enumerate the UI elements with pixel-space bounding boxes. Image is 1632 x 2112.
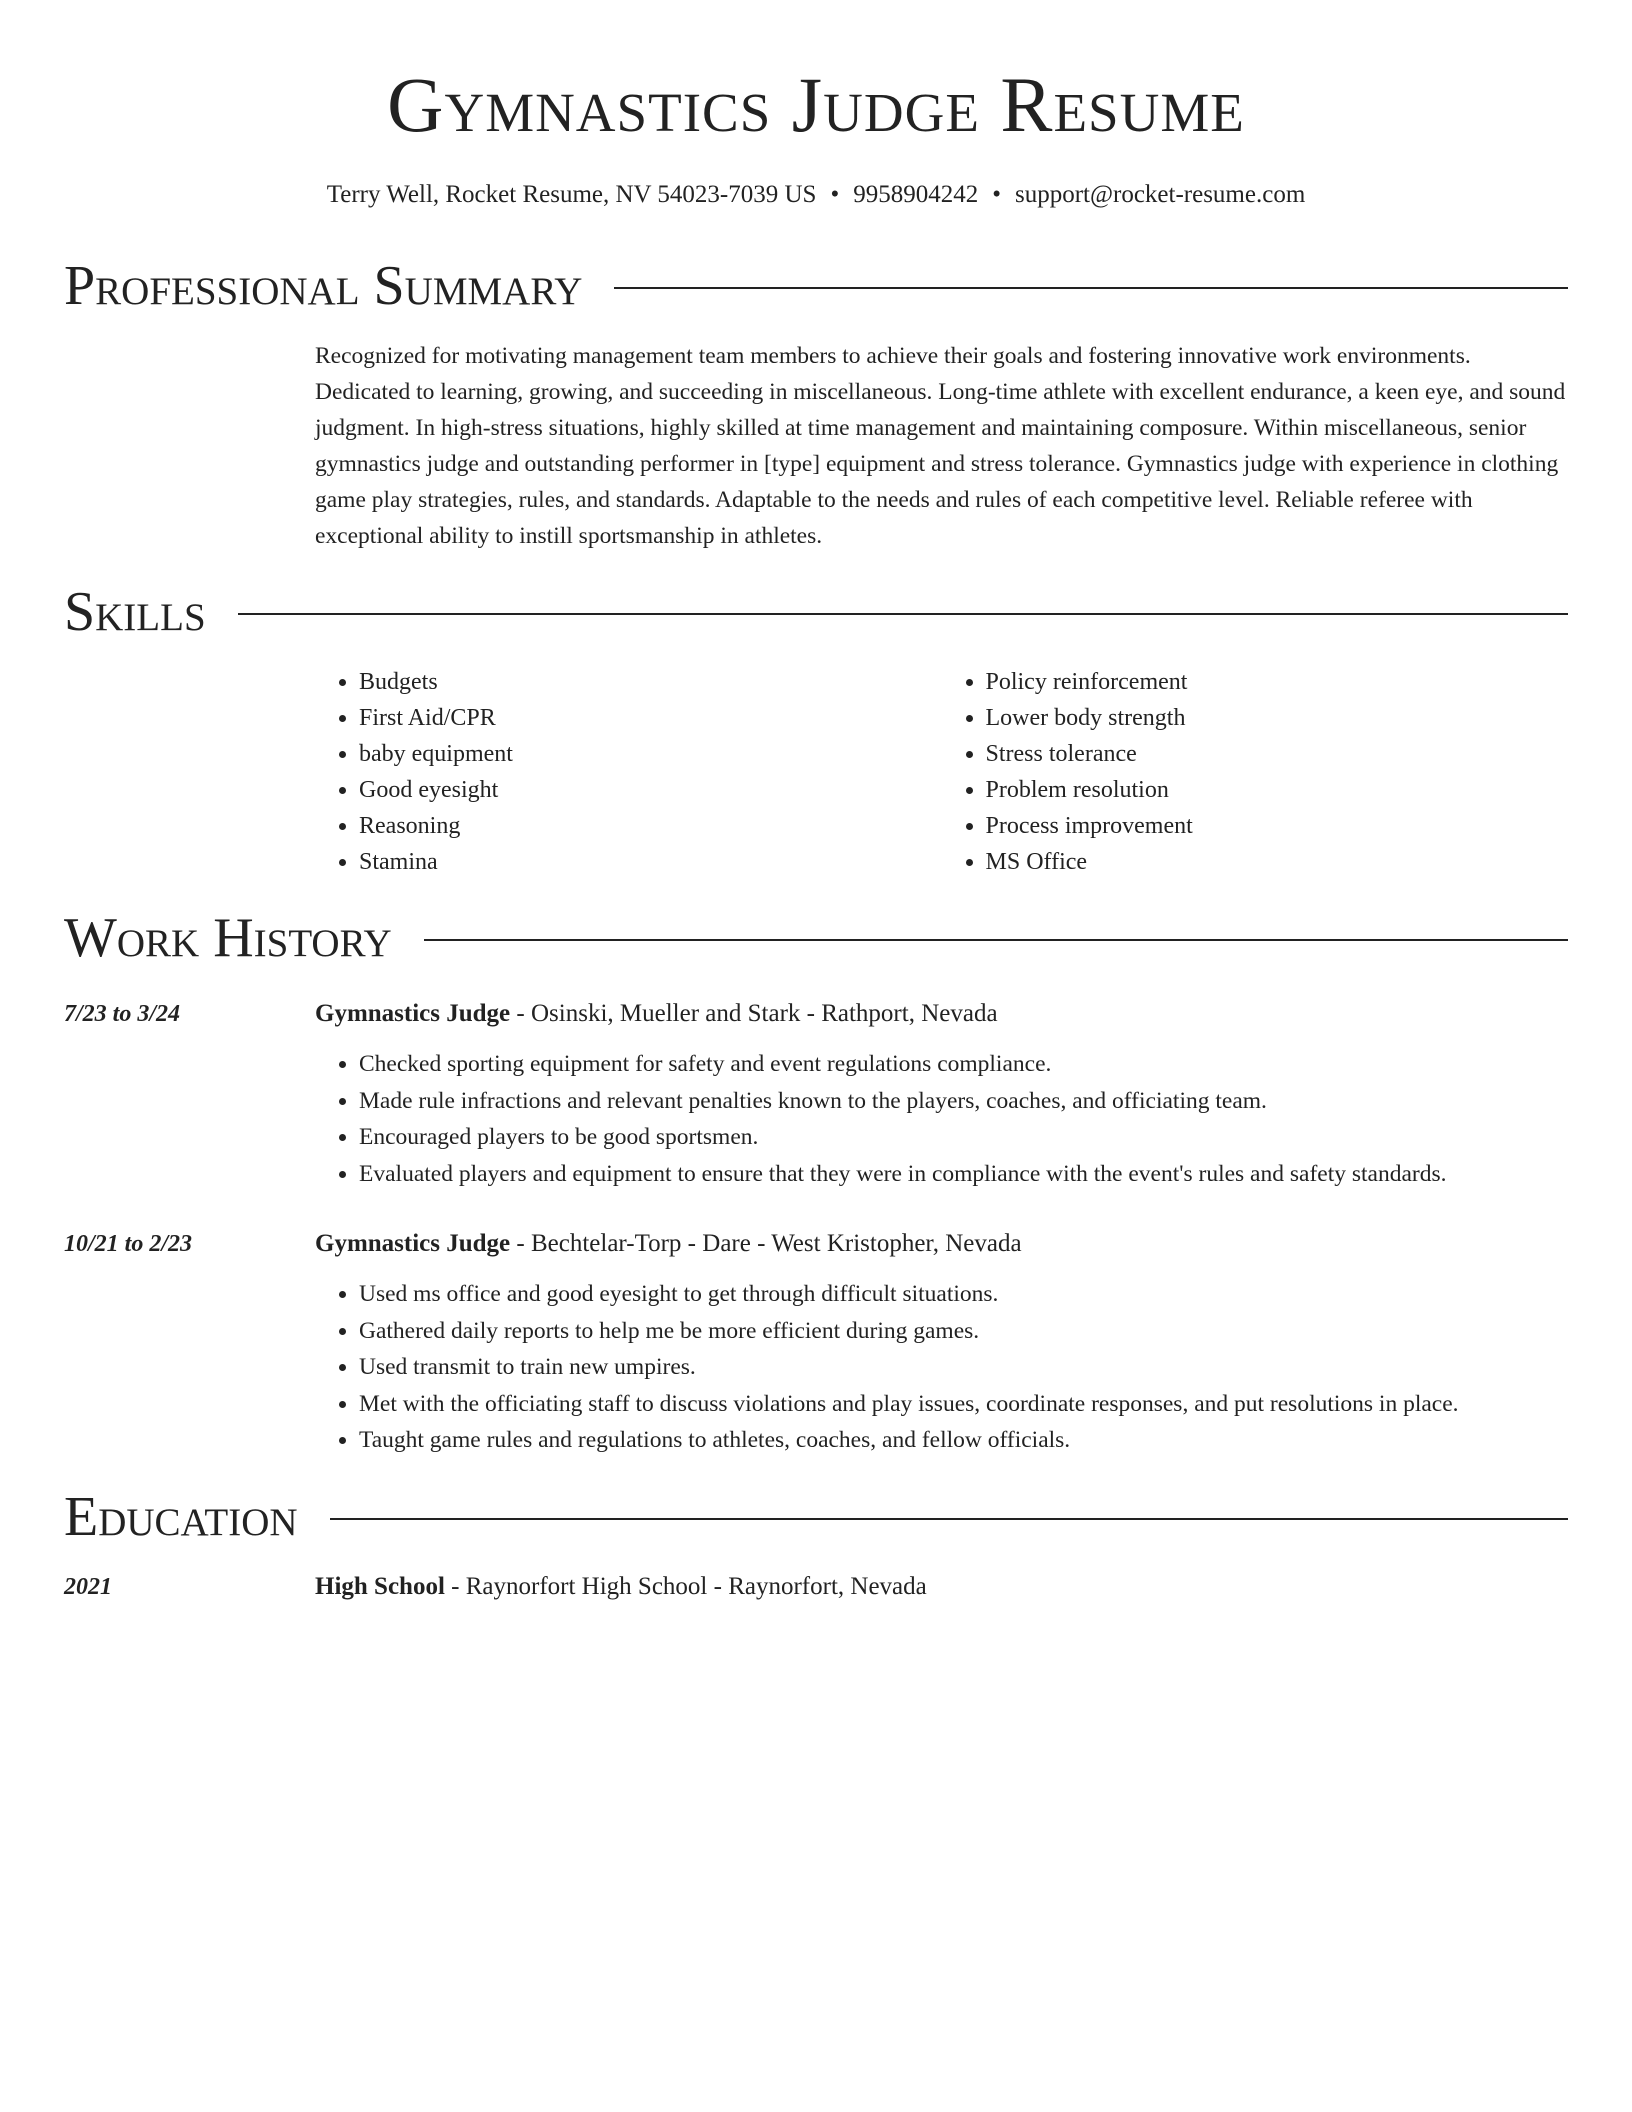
education-year: 2021: [64, 1573, 112, 1600]
skills-section-header: [64, 580, 1568, 644]
skill-item: • Problem resolution: [986, 772, 1569, 808]
skill-item: • Stamina: [359, 844, 942, 880]
education-degree: High School: [315, 1572, 445, 1600]
section-divider: [238, 613, 1568, 615]
skills-list: [315, 664, 1568, 880]
job-body: [315, 1226, 1568, 1459]
job-entry: [64, 996, 1568, 1192]
job-dates: 10/21 to 2/23: [64, 1231, 193, 1257]
job-bullets: [315, 1046, 1568, 1192]
summary-text: Recognized for motivating management team members to achieve their goals and fostering innovative work environments. Dedicated to learning, growing, and succeeding in miscellaneous. Long-time athlete with excellent endurance, a keen eye, and sound judgment. In high-stress situations, highly skilled at time management and maintaining composure. Within miscellaneous, senior gymnastics judge and outstanding performer in [type] equipment and stress tolerance. Gymnastics judge with experience in clothing game play strategies, rules, and standards. Adaptable to the needs and rules of each competitive level. Reliable referee with exceptional ability to instill sportsmanship in athletes.: [315, 343, 1566, 549]
job-body: [315, 996, 1568, 1192]
summary-heading: Professional Summary: [64, 255, 583, 317]
resume-title: Gymnastics Judge Resume: [387, 61, 1245, 148]
contact-separator: •: [992, 181, 1001, 208]
education-heading-line: [315, 1569, 1568, 1605]
job-details: - Bechtelar-Torp - Dare - West Kristopher, Nevada: [510, 1230, 1022, 1257]
skills-column-right: [942, 664, 1569, 880]
job-entry: [64, 1226, 1568, 1459]
job-bullet: • Used ms office and good eyesight to get through difficult situations.: [359, 1276, 1568, 1313]
skill-item: • Reasoning: [359, 808, 942, 844]
education-entry: [64, 1569, 1568, 1605]
job-heading: [315, 1226, 1568, 1262]
summary-section-header: [64, 254, 1568, 318]
skill-item: • Lower body strength: [986, 700, 1569, 736]
section-divider: [424, 939, 1568, 941]
contact-address: Terry Well, Rocket Resume, NV 54023-7039 US: [326, 181, 817, 208]
skill-item: • baby equipment: [359, 736, 942, 772]
education-details: - Raynorfort High School - Raynorfort, Nevada: [444, 1572, 927, 1600]
skill-item: • MS Office: [986, 844, 1569, 880]
job-dates: 7/23 to 3/24: [64, 1001, 181, 1027]
job-bullets: [315, 1276, 1568, 1459]
job-bullet: • Met with the officiating staff to discuss violations and play issues, coordinate responses, and put resolutions in place.: [359, 1386, 1568, 1423]
section-divider: [614, 287, 1568, 289]
skills-column-left: [315, 664, 942, 880]
skill-item: • Budgets: [359, 664, 942, 700]
job-title: Gymnastics Judge: [315, 1230, 511, 1257]
job-bullet: • Used transmit to train new umpires.: [359, 1349, 1568, 1386]
job-details: - Osinski, Mueller and Stark - Rathport, Nevada: [510, 1000, 998, 1027]
education-body: [315, 1569, 1568, 1605]
job-bullet: • Taught game rules and regulations to athletes, coaches, and fellow officials.: [359, 1422, 1568, 1459]
skill-item: • First Aid/CPR: [359, 700, 942, 736]
skill-item: • Good eyesight: [359, 772, 942, 808]
job-bullet: • Encouraged players to be good sportsmen.: [359, 1119, 1568, 1156]
skill-item: • Process improvement: [986, 808, 1569, 844]
job-bullet: • Checked sporting equipment for safety and event regulations compliance.: [359, 1046, 1568, 1083]
contact-phone: 9958904242: [853, 181, 979, 208]
job-bullet: • Gathered daily reports to help me be more efficient during games.: [359, 1313, 1568, 1350]
education-section-header: [64, 1485, 1568, 1549]
job-title: Gymnastics Judge: [315, 1000, 511, 1027]
skill-item: • Policy reinforcement: [986, 664, 1569, 700]
education-heading: Education: [64, 1485, 298, 1548]
contact-line: [64, 178, 1568, 212]
skill-item: • Stress tolerance: [986, 736, 1569, 772]
job-bullet: • Made rule infractions and relevant penalties known to the players, coaches, and officiating team.: [359, 1083, 1568, 1120]
section-divider: [330, 1518, 1568, 1520]
work-heading: Work History: [64, 907, 392, 969]
job-heading: [315, 996, 1568, 1032]
skills-heading: Skills: [64, 581, 206, 643]
contact-email: support@rocket-resume.com: [1014, 181, 1306, 208]
work-section-header: [64, 906, 1568, 970]
job-bullet: • Evaluated players and equipment to ensure that they were in compliance with the event's rules and safety standards.: [359, 1156, 1568, 1193]
contact-separator: •: [830, 181, 840, 208]
